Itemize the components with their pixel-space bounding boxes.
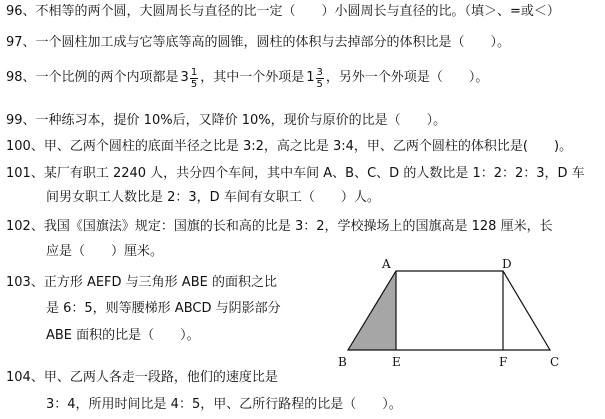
- fraction-numerator: 1: [190, 66, 198, 78]
- vertex-label-f: F: [499, 355, 508, 369]
- question-101-line-1: 101、某厂有职工 2240 人，共分四个车间，其中车间 A、B、C、D 的人数比是 1：2：2：3，D 车: [6, 166, 585, 181]
- mixed-fraction-inner-term: [181, 67, 199, 90]
- question-103-line-3: ABE 面积的比是（ ）。: [46, 328, 200, 343]
- question-99: 99、一种练习本，提价 10%后，又降价 10%，现价与原价的比是（ ）。: [6, 113, 447, 128]
- mixed-fraction-outer-term: [306, 67, 324, 90]
- question-98-prefix: 98、一个比例的两个内项都是: [6, 70, 179, 85]
- fraction-whole: 1: [306, 70, 315, 85]
- question-102-line-2: 应是（ ）厘米。: [46, 244, 164, 259]
- vertex-label-a: A: [382, 257, 391, 271]
- fraction-whole: 3: [180, 70, 189, 85]
- question-102-line-1: 102、我国《国旗法》规定：国旗的长和高的比是 3：2，学校操场上的国旗高是 128 厘米，长: [6, 219, 553, 234]
- vertex-label-c: C: [550, 355, 560, 369]
- fraction-denominator: 5: [316, 78, 323, 90]
- question-104-line-1: 104、甲、乙两人各走一段路，他们的速度比是: [6, 370, 278, 385]
- question-104-line-2: 3：4，所用时间比是 4：5，甲、乙所行路程的比是（ ）。: [46, 397, 402, 412]
- question-103-line-2: 是 6：5，则等腰梯形 ABCD 与阴影部分: [46, 301, 281, 316]
- trapezoid-figure: [336, 255, 576, 373]
- vertex-label-b: B: [338, 355, 347, 369]
- question-98-suffix: ，另外一个外项是（ ）。: [325, 70, 489, 85]
- question-100: 100、甲、乙两个圆柱的底面半径之比是 3:2，高之比是 3:4，甲、乙两个圆柱的体积比是( )。: [6, 139, 573, 154]
- vertex-label-d: D: [502, 257, 512, 271]
- fraction-denominator: 5: [190, 78, 198, 90]
- question-96: 96、不相等的两个圆，大圆周长与直径的比一定（ ）小圆周长与直径的比。（填＞、=或＜）: [6, 4, 560, 19]
- question-97: 97、一个圆柱加工成与它等底等高的圆锥，圆柱的体积与去掉部分的体积比是（ ）。: [6, 35, 511, 50]
- question-98: [6, 60, 488, 96]
- question-103-line-1: 103、正方形 AEFD 与三角形 ABE 的面积之比: [6, 275, 277, 290]
- question-98-middle: ，其中一个外项是: [200, 70, 305, 85]
- question-101-line-2: 间男女职工人数比是 2：3，D 车间有女职工（ ）人。: [46, 190, 380, 205]
- vertex-label-e: E: [392, 355, 401, 369]
- fraction-numerator: 3: [316, 66, 323, 78]
